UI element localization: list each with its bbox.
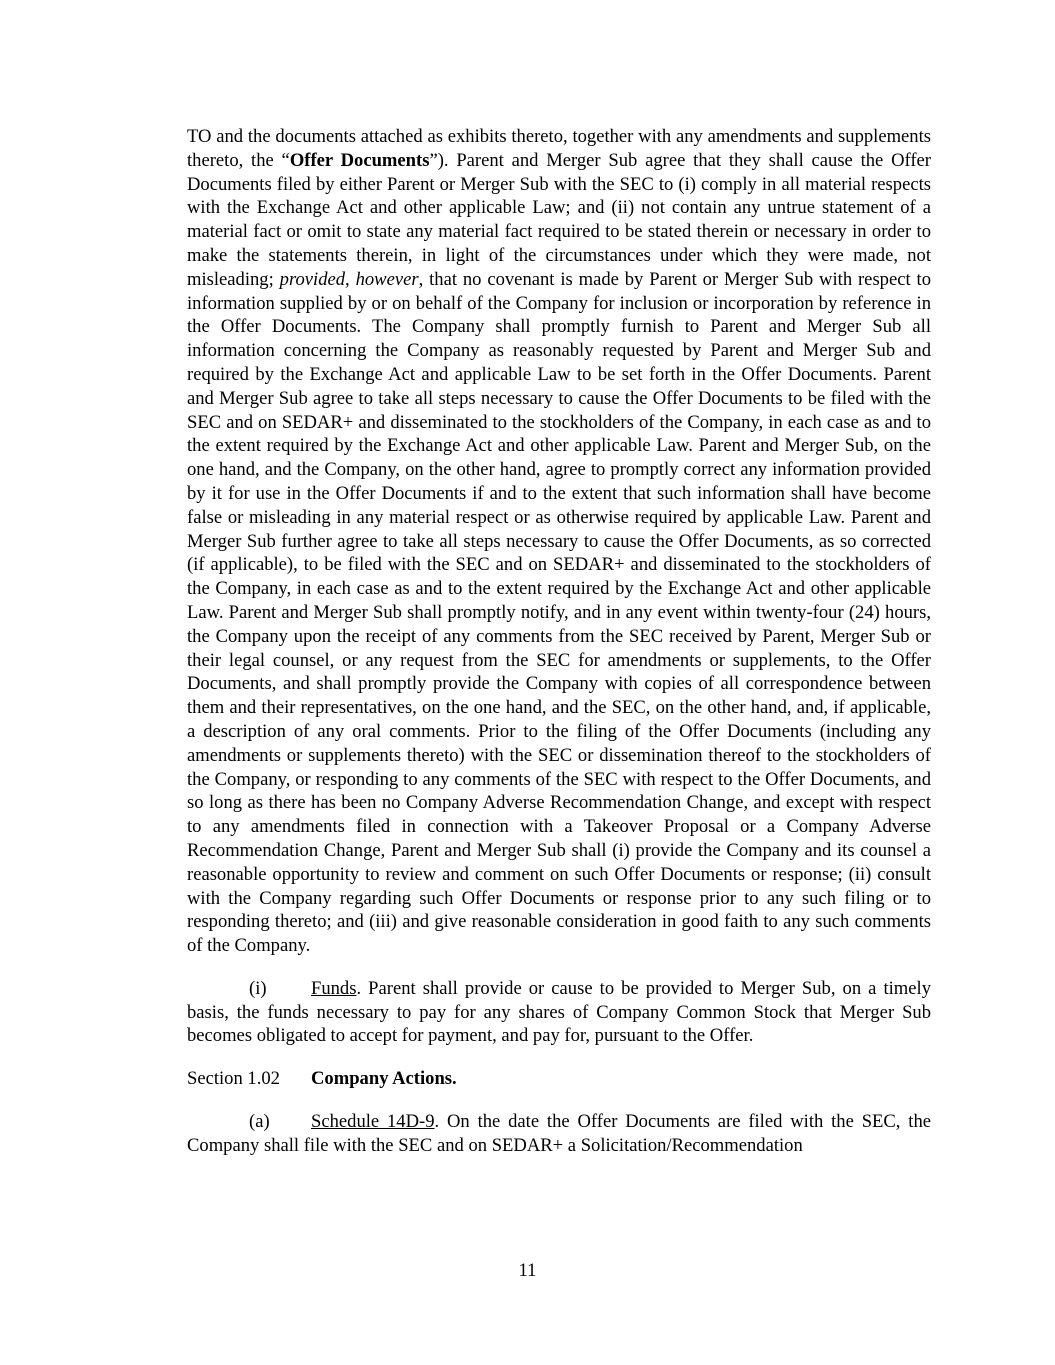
- italic-however: however: [355, 268, 419, 290]
- item-heading-funds: Funds: [311, 977, 357, 999]
- italic-provided: provided: [279, 268, 346, 290]
- paragraph-text: , that no covenant is made by Parent or Merger Sub with respect to information supplied by or on behalf of the Company for inclusion or incorporation by reference in the Offer Documents. The Company shall promptly furnish to Parent and Merger Sub all information concerning the Company as reasonably requested by Parent and Merger Sub and required by the Exchange Act and applicable Law to be set forth in the Offer Documents. Parent and Merger Sub agree to take all steps necessary to cause the Offer Documents to be filed with the SEC and on SEDAR+ and disseminated to the stockholders of the Company, in each case as and to the extent required by the Exchange Act and other applicable Law. Parent and Merger Sub, on the one hand, and the Company, on the other hand, agree to promptly correct any information provided by it for use in the Offer Documents if and to the extent that such information shall have become false or misleading in any material respect or as otherwise required by applicable Law. Parent and Merger Sub further agree to take all steps necessary to cause the Offer Documents, as so corrected (if applicable), to be filed with the SEC and on SEDAR+ and disseminated to the stockholders of the Company, in each case as and to the extent required by the Exchange Act and other applicable Law. Parent and Merger Sub shall promptly notify, and in any event within twenty-four (24) hours, the Company upon the receipt of any comments from the SEC received by Parent, Merger Sub or their legal counsel, or any request from the SEC for amendments or supplements, to the Offer Documents, and shall promptly provide the Company with copies of all correspondence between them and their representatives, on the one hand, and the SEC, on the other hand, and, if applicable, a description of any oral comments. Prior to the filing of the Offer Documents (including any amendments or supplements thereto) with the SEC or dissemination thereof to the stockholders of the Company, or responding to any comments of the SEC with respect to the Offer Documents, and so long as there has been no Company Adverse Recommendation Change, and except with respect to any amendments filed in connection with a Takeover Proposal or a Company Adverse Recommendation Change, Parent and Merger Sub shall (i) provide the Company and its counsel a reasonable opportunity to review and comment on such Offer Documents or response; (ii) consult with the Company regarding such Offer Documents or response prior to any such filing or to responding thereto; and (iii) and give reasonable consideration in good faith to any such comments of the Company.: [187, 268, 931, 957]
- defined-term-offer-documents: Offer Documents: [289, 149, 430, 171]
- section-title: Company Actions.: [311, 1068, 457, 1090]
- item-text: . Parent shall provide or cause to be provided to Merger Sub, on a timely basis, the funds necessary to pay for any shares of Company Common Stock that Merger Sub becomes obligated to accept for payment, and pay for, pursuant to the Offer.: [187, 977, 931, 1047]
- document-page: [187, 125, 931, 1158]
- paragraph-text: ,: [345, 268, 356, 290]
- item-heading-schedule: Schedule 14D-9: [311, 1111, 435, 1133]
- page-number: 11: [518, 1260, 537, 1281]
- paragraph-text: TO and the documents attached as exhibits thereto, together with any amendments and supplements thereto, the “: [187, 126, 931, 171]
- schedule-paragraph: [187, 1110, 931, 1158]
- item-label: (i): [249, 977, 267, 999]
- paragraph-text: ”). Parent and Merger Sub agree that they shall cause the Offer Documents filed by either Parent or Merger Sub with the SEC to (i) comply in all material respects with the Exchange Act and other applicable Law; and (ii) not contain any untrue statement of a material fact or omit to state any material fact required to be stated therein or necessary in order to make the statements therein, in light of the circumstances under which they were made, not misleading;: [187, 149, 932, 290]
- section-number: Section 1.02: [187, 1068, 280, 1090]
- item-text: . On the date the Offer Documents are filed with the SEC, the Company shall file with the SEC and on SEDAR+ a Solicitation/Recommendation: [187, 1111, 931, 1156]
- section-heading: [187, 1067, 931, 1091]
- funds-paragraph: [187, 977, 931, 1048]
- offer-documents-paragraph: [187, 125, 931, 958]
- item-label: (a): [249, 1111, 270, 1133]
